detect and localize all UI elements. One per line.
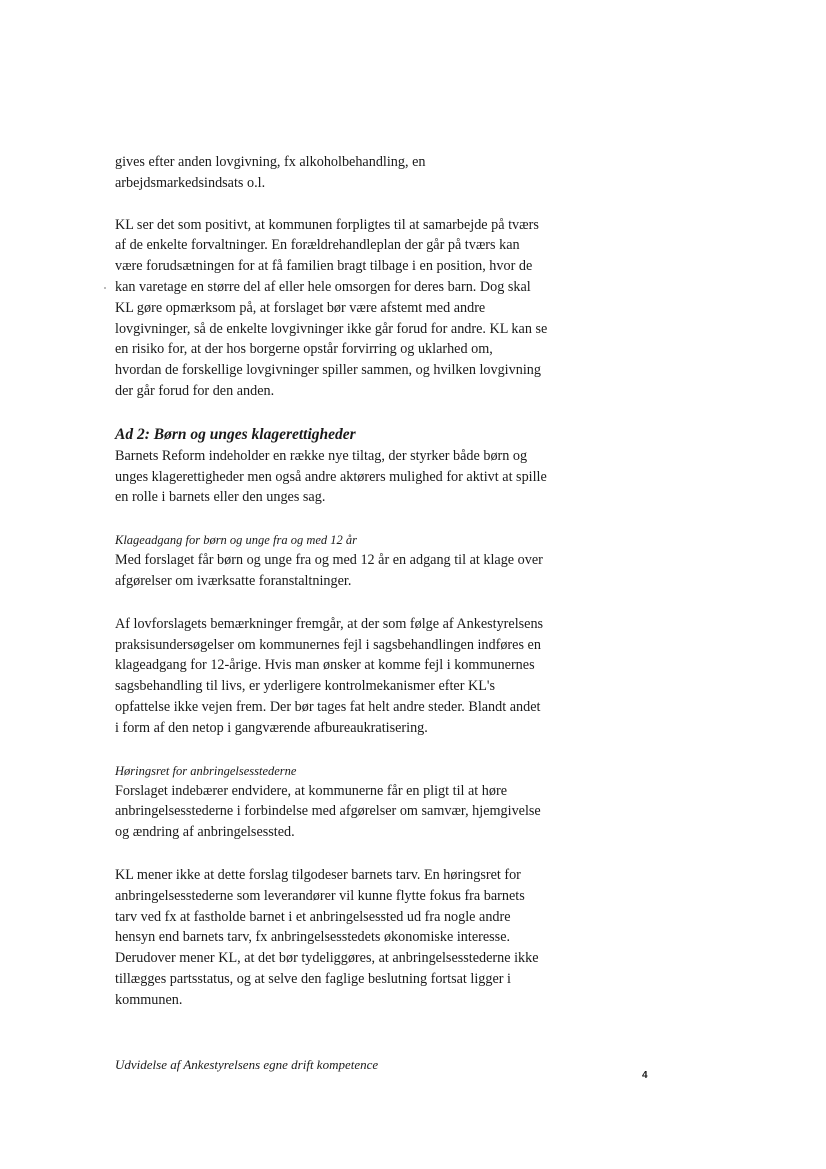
text-line: Med forslaget får børn og unge fra og med 12 år en adgang til at klage over <box>115 552 543 569</box>
subsection-heading: Høringsret for anbringelsesstederne <box>115 763 297 778</box>
subsection-heading: Udvidelse af Ankestyrelsens egne drift kompetence <box>115 1056 379 1072</box>
page-number: 4 <box>642 1070 648 1081</box>
text-line: en rolle i barnets eller den unges sag. <box>115 489 326 506</box>
text-line: Derudover mener KL, at det bør tydeliggøres, at anbringelsesstederne ikke <box>115 950 539 967</box>
text-line: afgørelser om iværksatte foranstaltninger. <box>115 572 352 589</box>
subsection-heading: Klageadgang for børn og unge fra og med 12 år <box>115 533 358 548</box>
paragraph-2 <box>115 215 600 402</box>
text-line: hensyn end barnets tarv, fx anbringelsesstedets økonomiske interesse. <box>115 929 511 946</box>
text-line: KL gøre opmærksom på, at forslaget bør være afstemt med andre <box>115 299 486 316</box>
text-line: der går forud for den anden. <box>115 382 275 399</box>
paragraph-6 <box>115 781 600 843</box>
text-line: kan varetage en større del af eller hele omsorgen for deres barn. Dog skal <box>115 278 531 295</box>
text-line: Barnets Reform indeholder en række nye tiltag, der styrker både børn og <box>115 447 528 464</box>
scan-speck <box>104 287 106 289</box>
text-line: gives efter anden lovgivning, fx alkoholbehandling, en <box>115 154 426 170</box>
text-line: i form af den netop i gangværende afbureaukratisering. <box>115 719 428 736</box>
text-line: tillægges partsstatus, og at selve den faglige beslutning fortsat ligger i <box>115 970 511 987</box>
text-line: Af lovforslagets bemærkninger fremgår, at der som følge af Ankestyrelsens <box>115 615 544 632</box>
text-line: sagsbehandling til livs, er yderligere kontrolmekanismer efter KL's <box>115 678 495 695</box>
text-line: unges klagerettigheder men også andre aktørers mulighed for aktivt at spille <box>115 468 547 485</box>
document-body <box>115 152 600 1075</box>
text-line: klageadgang for 12-årige. Hvis man ønsker at komme fejl i kommunernes <box>115 657 535 674</box>
text-line: være forudsætningen for at få familien bragt tilbage i en position, hvor de <box>115 258 533 275</box>
text-line: en risiko for, at der hos borgerne opstår forvirring og uklarhed om, <box>115 341 493 358</box>
text-line: tarv ved fx at fastholde barnet i et anbringelsessted ud fra nogle andre <box>115 908 511 925</box>
text-line: kommunen. <box>115 991 183 1008</box>
text-line: opfattelse ikke vejen frem. Der bør tages fat helt andre steder. Blandt andet <box>115 698 541 715</box>
text-line: lovgivninger, så de enkelte lovgivninger ikke går forud for andre. KL kan se <box>115 320 548 337</box>
paragraph-5 <box>115 614 600 739</box>
text-line: arbejdsmarkedsindsats o.l. <box>115 174 266 191</box>
paragraph-7 <box>115 865 600 1011</box>
text-line: Forslaget indebærer endvidere, at kommunerne får en pligt til at høre <box>115 782 507 799</box>
text-line: KL mener ikke at dette forslag tilgodeser barnets tarv. En høringsret for <box>115 866 521 883</box>
text-line: KL ser det som positivt, at kommunen forpligtes til at samarbejde på tværs <box>115 216 539 233</box>
text-line: hvordan de forskellige lovgivninger spiller sammen, og hvilken lovgivning <box>115 362 541 379</box>
paragraph-4 <box>115 550 600 592</box>
text-line: og ændring af anbringelsessted. <box>115 824 295 841</box>
text-line: praksisundersøgelser om kommunernes fejl i sagsbehandlingen indføres en <box>115 636 541 653</box>
section-heading: Ad 2: Børn og unges klagerettigheder <box>115 425 356 443</box>
paragraph-3 <box>115 446 600 508</box>
paragraph-1 <box>115 152 600 194</box>
text-line: anbringelsesstederne i forbindelse med afgørelser om samvær, hjemgivelse <box>115 803 541 820</box>
text-line: af de enkelte forvaltninger. En forældrehandleplan der går på tværs kan <box>115 237 520 254</box>
text-line: anbringelsesstederne som leverandører vil kunne flytte fokus fra barnets <box>115 887 525 904</box>
